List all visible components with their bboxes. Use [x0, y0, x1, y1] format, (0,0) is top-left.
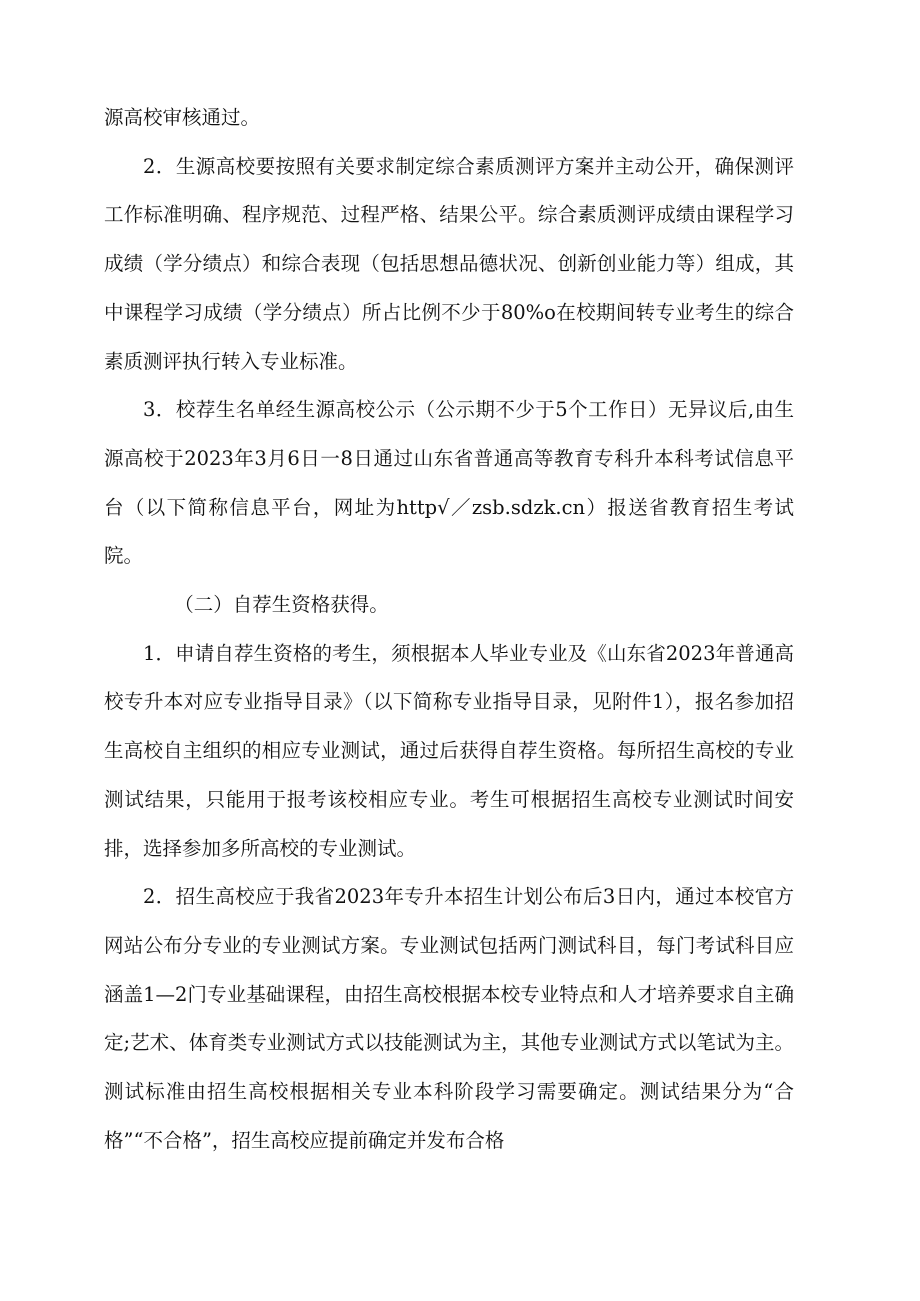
document-body: [104, 94, 794, 1165]
paragraph-item-3-publicity: 3．校荐生名单经生源高校公示（公示期不少于5个工作日）无异议后,由生源高校于2023年3月6日一8日通过山东省普通高等教育专科升本科考试信息平台（以下简称信息平台，网址为http√／zsb.sdzk.cn）报送省教育招生考试院。: [104, 398, 794, 568]
paragraph-item-2-evaluation-plan: 2．生源高校要按照有关要求制定综合素质测评方案并主动公开，确保测评工作标准明确、程序规范、过程严格、结果公平。综合素质测评成绩由课程学习成绩（学分绩点）和综合表现（包括思想品德状况、创新创业能力等）组成，其中课程学习成绩（学分绩点）所占比例不少于80%o在校期间转专业考生的综合素质测评执行转入专业标准。: [104, 154, 794, 373]
section-heading-self-recommended: （二）自荐生资格获得。: [174, 593, 389, 617]
paragraph-item-1-application: 1．申请自荐生资格的考生，须根据本人毕业专业及《山东省2023年普通高校专升本对应专业指导目录》（以下简称专业指导目录，见附件1），报名参加招生高校自主组织的相应专业测试，通过后获得自荐生资格。每所招生高校的专业测试结果，只能用于报考该校相应专业。考生可根据招生高校专业测试时间安排，选择参加多所高校的专业测试。: [104, 641, 794, 860]
paragraph-continuation: 源高校审核通过。: [104, 106, 261, 129]
paragraph-item-2-test-plan: 2．招生高校应于我省2023年专升本招生计划公布后3日内，通过本校官方网站公布分专业的专业测试方案。专业测试包括两门测试科目，每门考试科目应涵盖1—2门专业基础课程，由招生高校根据本校专业特点和人才培养要求自主确定;艺术、体育类专业测试方式以技能测试为主，其他专业测试方式以笔试为主。测试标准由招生高校根据相关专业本科阶段学习需要确定。测试结果分为“合格”“不合格”，招生高校应提前确定并发布合格: [104, 885, 794, 1152]
